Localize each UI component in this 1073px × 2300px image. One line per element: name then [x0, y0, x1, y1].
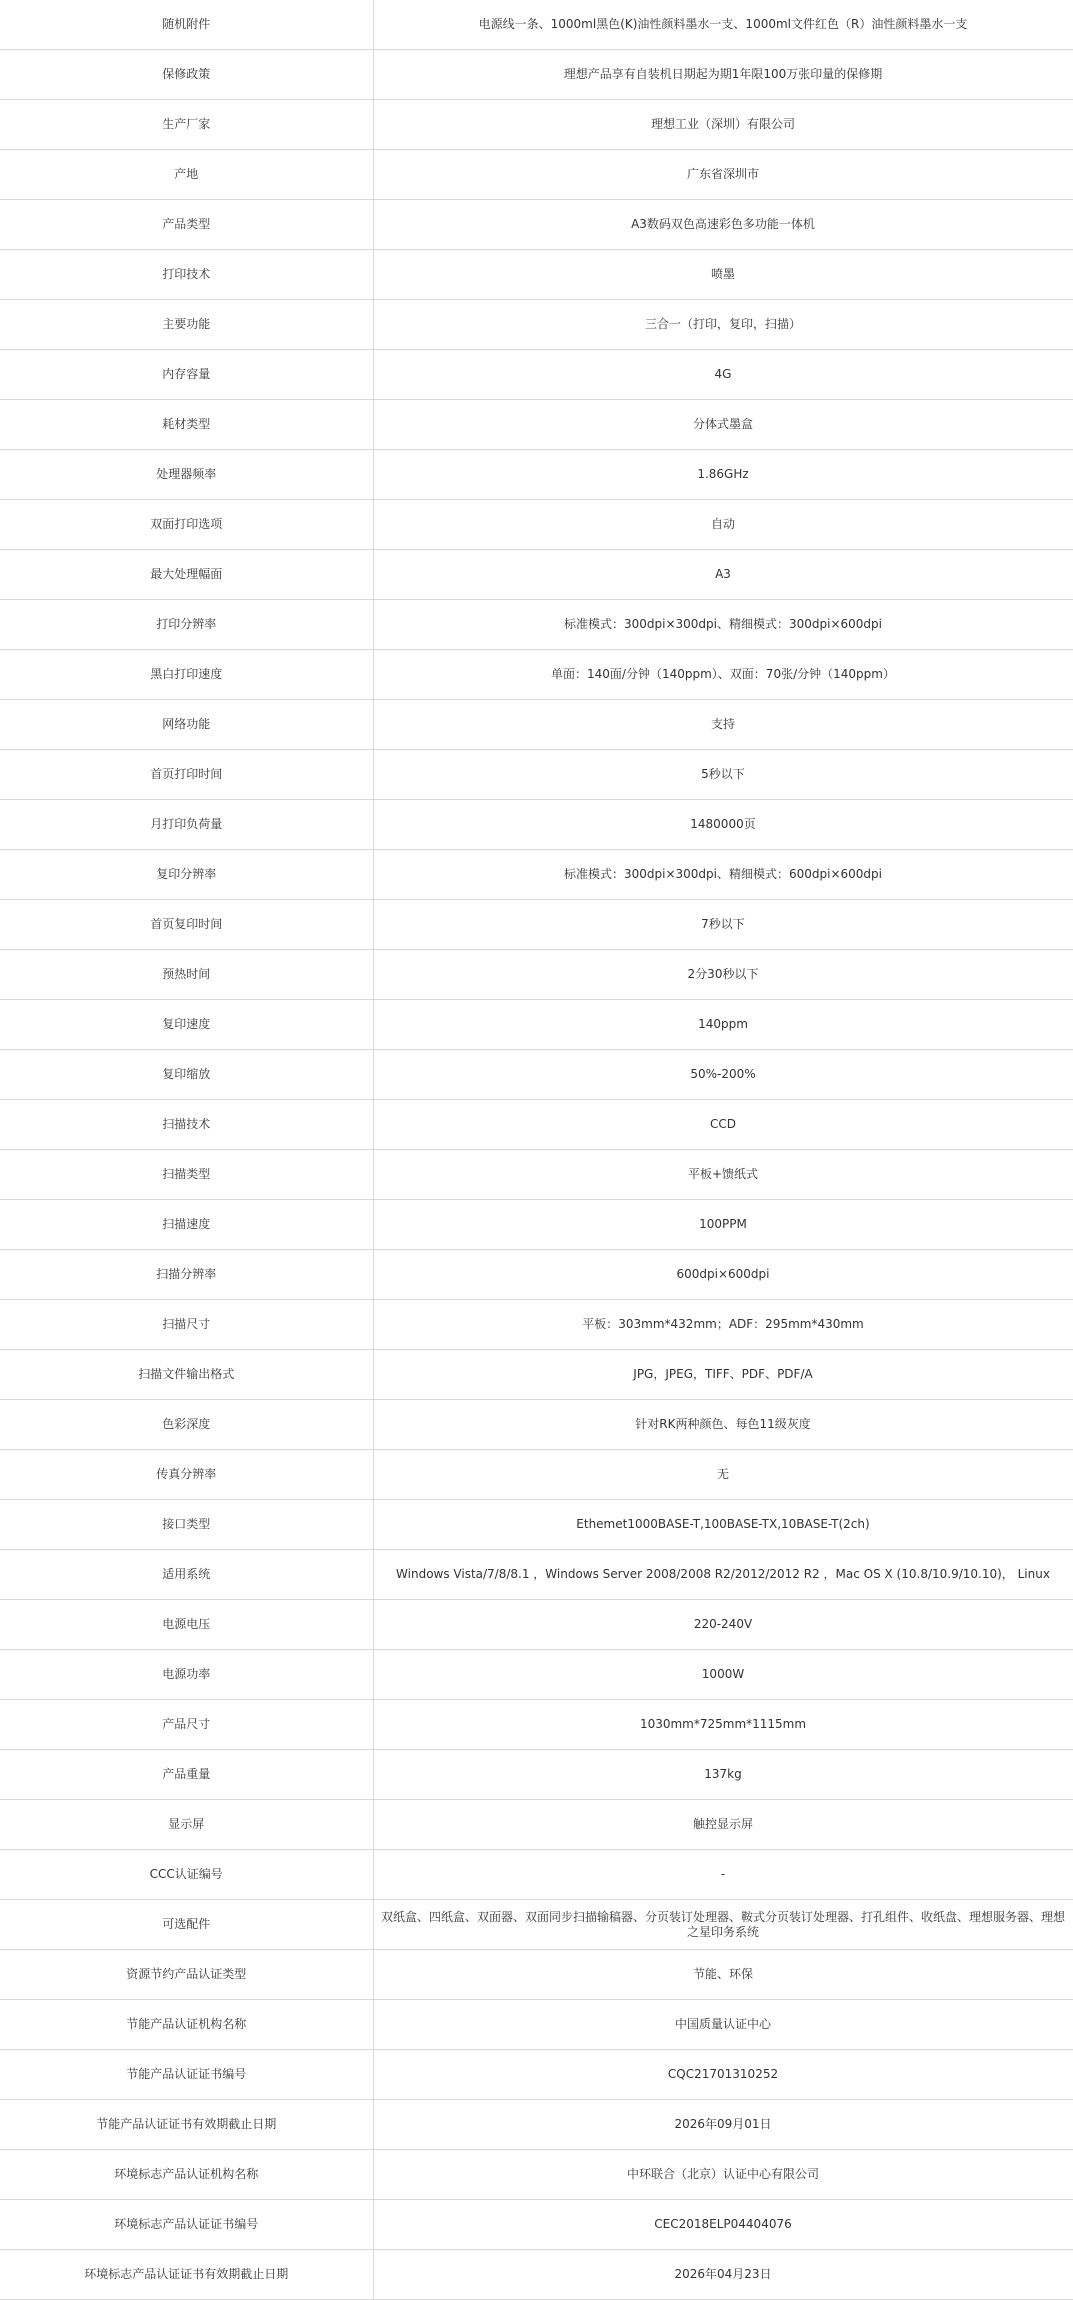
spec-label: 电源功率 — [0, 1650, 373, 1700]
spec-label: 打印分辨率 — [0, 600, 373, 650]
spec-value: 140ppm — [373, 1000, 1073, 1050]
spec-row — [0, 1200, 1073, 1250]
spec-label: 主要功能 — [0, 300, 373, 350]
spec-value: 平板：303mm*432mm；ADF：295mm*430mm — [373, 1300, 1073, 1350]
spec-value: 1000W — [373, 1650, 1073, 1700]
spec-label: 可选配件 — [0, 1900, 373, 1950]
spec-value: Windows Vista/7/8/8.1 ，Windows Server 2008/2008 R2/2012/2012 R2 ，Mac OS X (10.8/10.9/10.10)， Linux — [373, 1550, 1073, 1600]
spec-row — [0, 2050, 1073, 2100]
spec-value: JPG，JPEG，TIFF、PDF、PDF/A — [373, 1350, 1073, 1400]
spec-row — [0, 400, 1073, 450]
spec-row — [0, 1750, 1073, 1800]
spec-label: 环境标志产品认证证书编号 — [0, 2200, 373, 2250]
spec-label: 预热时间 — [0, 950, 373, 1000]
spec-row — [0, 100, 1073, 150]
spec-row — [0, 1550, 1073, 1600]
spec-row — [0, 150, 1073, 200]
spec-label: 保修政策 — [0, 50, 373, 100]
spec-value: 5秒以下 — [373, 750, 1073, 800]
spec-row — [0, 700, 1073, 750]
spec-label: 接口类型 — [0, 1500, 373, 1550]
spec-label: 电源电压 — [0, 1600, 373, 1650]
spec-value: 理想工业（深圳）有限公司 — [373, 100, 1073, 150]
spec-value: CCD — [373, 1100, 1073, 1150]
spec-row — [0, 350, 1073, 400]
spec-label: 环境标志产品认证证书有效期截止日期 — [0, 2250, 373, 2300]
spec-label: 产品类型 — [0, 200, 373, 250]
spec-label: 生产厂家 — [0, 100, 373, 150]
spec-label: 扫描文件输出格式 — [0, 1350, 373, 1400]
spec-label: 耗材类型 — [0, 400, 373, 450]
spec-row — [0, 1700, 1073, 1750]
spec-value: 100PPM — [373, 1200, 1073, 1250]
spec-value: 600dpi×600dpi — [373, 1250, 1073, 1300]
spec-row — [0, 1450, 1073, 1500]
spec-label: 环境标志产品认证机构名称 — [0, 2150, 373, 2200]
spec-label: 适用系统 — [0, 1550, 373, 1600]
spec-label: 打印技术 — [0, 250, 373, 300]
spec-value: 标准模式：300dpi×300dpi、精细模式：600dpi×600dpi — [373, 850, 1073, 900]
spec-label: 扫描分辨率 — [0, 1250, 373, 1300]
spec-label: 显示屏 — [0, 1800, 373, 1850]
spec-value: 三合一（打印，复印，扫描） — [373, 300, 1073, 350]
spec-row — [0, 1250, 1073, 1300]
spec-row — [0, 1400, 1073, 1450]
spec-label: 最大处理幅面 — [0, 550, 373, 600]
spec-value: 137kg — [373, 1750, 1073, 1800]
spec-label: 首页复印时间 — [0, 900, 373, 950]
spec-label: 处理器频率 — [0, 450, 373, 500]
spec-row — [0, 1050, 1073, 1100]
spec-value: 标准模式：300dpi×300dpi、精细模式：300dpi×600dpi — [373, 600, 1073, 650]
spec-row — [0, 50, 1073, 100]
spec-row — [0, 2250, 1073, 2300]
spec-value: 中国质量认证中心 — [373, 2000, 1073, 2050]
spec-label: 扫描类型 — [0, 1150, 373, 1200]
spec-row — [0, 0, 1073, 50]
spec-label: 扫描技术 — [0, 1100, 373, 1150]
spec-row — [0, 800, 1073, 850]
spec-row — [0, 550, 1073, 600]
spec-label: 色彩深度 — [0, 1400, 373, 1450]
spec-value: 单面：140面/分钟（140ppm）、双面：70张/分钟（140ppm） — [373, 650, 1073, 700]
spec-value: 无 — [373, 1450, 1073, 1500]
spec-row — [0, 450, 1073, 500]
spec-value: 分体式墨盒 — [373, 400, 1073, 450]
spec-value: 针对RK两种颜色、每色11级灰度 — [373, 1400, 1073, 1450]
spec-row — [0, 1350, 1073, 1400]
spec-row — [0, 1800, 1073, 1850]
spec-value: 1030mm*725mm*1115mm — [373, 1700, 1073, 1750]
spec-label: 传真分辨率 — [0, 1450, 373, 1500]
spec-label: 随机附件 — [0, 0, 373, 50]
spec-row — [0, 1650, 1073, 1700]
spec-label: 内存容量 — [0, 350, 373, 400]
spec-value: A3数码双色高速彩色多功能一体机 — [373, 200, 1073, 250]
spec-row — [0, 1950, 1073, 2000]
spec-value: 50%-200% — [373, 1050, 1073, 1100]
spec-row — [0, 2000, 1073, 2050]
spec-label: 扫描尺寸 — [0, 1300, 373, 1350]
spec-value: 自动 — [373, 500, 1073, 550]
spec-label: 资源节约产品认证类型 — [0, 1950, 373, 2000]
spec-row — [0, 200, 1073, 250]
spec-row — [0, 1900, 1073, 1950]
spec-row — [0, 500, 1073, 550]
spec-value: 1.86GHz — [373, 450, 1073, 500]
spec-label: 产地 — [0, 150, 373, 200]
spec-value: A3 — [373, 550, 1073, 600]
spec-row — [0, 1600, 1073, 1650]
spec-row — [0, 250, 1073, 300]
spec-label: 节能产品认证证书编号 — [0, 2050, 373, 2100]
spec-value: 理想产品享有自装机日期起为期1年限100万张印量的保修期 — [373, 50, 1073, 100]
spec-row — [0, 900, 1073, 950]
spec-value: 7秒以下 — [373, 900, 1073, 950]
spec-label: 双面打印选项 — [0, 500, 373, 550]
spec-value: 广东省深圳市 — [373, 150, 1073, 200]
spec-row — [0, 950, 1073, 1000]
spec-label: 节能产品认证证书有效期截止日期 — [0, 2100, 373, 2150]
spec-row — [0, 600, 1073, 650]
spec-label: 复印速度 — [0, 1000, 373, 1050]
spec-value: 节能、环保 — [373, 1950, 1073, 2000]
spec-label: 产品重量 — [0, 1750, 373, 1800]
spec-label: CCC认证编号 — [0, 1850, 373, 1900]
spec-row — [0, 850, 1073, 900]
spec-row — [0, 1000, 1073, 1050]
spec-row — [0, 1150, 1073, 1200]
spec-row — [0, 1850, 1073, 1900]
spec-row — [0, 750, 1073, 800]
spec-value: 触控显示屏 — [373, 1800, 1073, 1850]
spec-value: 电源线一条、1000ml黑色(K)油性颜料墨水一支、1000ml文件红色（R）油性颜料墨水一支 — [373, 0, 1073, 50]
spec-value: 双纸盒、四纸盒、双面器、双面同步扫描输稿器、分页装订处理器、鞍式分页装订处理器、打孔组件、收纸盘、理想服务器、理想之星印务系统 — [373, 1900, 1073, 1950]
spec-label: 黑白打印速度 — [0, 650, 373, 700]
spec-label: 复印分辨率 — [0, 850, 373, 900]
spec-label: 节能产品认证机构名称 — [0, 2000, 373, 2050]
spec-row — [0, 2150, 1073, 2200]
spec-row — [0, 1100, 1073, 1150]
spec-value: 喷墨 — [373, 250, 1073, 300]
spec-row — [0, 1300, 1073, 1350]
spec-value: 平板+馈纸式 — [373, 1150, 1073, 1200]
spec-value: 2分30秒以下 — [373, 950, 1073, 1000]
spec-row — [0, 2100, 1073, 2150]
spec-value: CQC21701310252 — [373, 2050, 1073, 2100]
spec-value: 220-240V — [373, 1600, 1073, 1650]
spec-row — [0, 650, 1073, 700]
spec-row — [0, 1500, 1073, 1550]
spec-value: 2026年04月23日 — [373, 2250, 1073, 2300]
spec-value: 2026年09月01日 — [373, 2100, 1073, 2150]
spec-row — [0, 2200, 1073, 2250]
spec-label: 产品尺寸 — [0, 1700, 373, 1750]
spec-value: 4G — [373, 350, 1073, 400]
spec-value: CEC2018ELP04404076 — [373, 2200, 1073, 2250]
spec-label: 首页打印时间 — [0, 750, 373, 800]
spec-value: Ethemet1000BASE-T,100BASE-TX,10BASE-T(2ch) — [373, 1500, 1073, 1550]
spec-value: 1480000页 — [373, 800, 1073, 850]
spec-value: 支持 — [373, 700, 1073, 750]
spec-value: - — [373, 1850, 1073, 1900]
spec-label: 复印缩放 — [0, 1050, 373, 1100]
spec-label: 网络功能 — [0, 700, 373, 750]
spec-label: 扫描速度 — [0, 1200, 373, 1250]
spec-row — [0, 300, 1073, 350]
spec-value: 中环联合（北京）认证中心有限公司 — [373, 2150, 1073, 2200]
spec-label: 月打印负荷量 — [0, 800, 373, 850]
